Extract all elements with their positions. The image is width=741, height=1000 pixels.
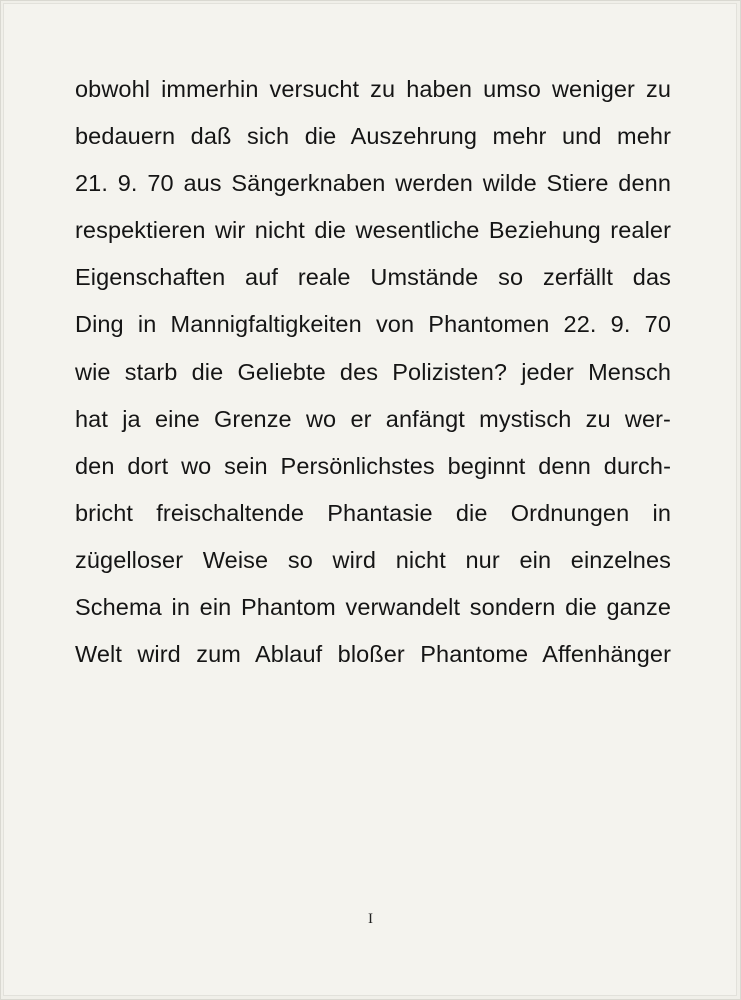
text-line: wie starb die Geliebte des Polizisten? jeder Mensch <box>75 358 671 385</box>
text-line: Ding in Mannigfaltigkeiten von Phantomen 22. 9. 70 <box>75 311 671 338</box>
text-line: hat ja eine Grenze wo er anfängt mystisch zu wer- <box>75 405 671 432</box>
text-line: bedauern daß sich die Auszehrung mehr und mehr <box>75 123 671 150</box>
text-line: Welt wird zum Ablauf bloßer Phantome Affenhänger <box>75 641 671 668</box>
text-line: Eigenschaften auf reale Umstände so zerfällt das <box>75 264 671 291</box>
text-line: respektieren wir nicht die wesentliche Beziehung realer <box>75 217 671 244</box>
page-number: I <box>368 911 373 927</box>
text-line: den dort wo sein Persönlichstes beginnt denn durch- <box>75 452 671 479</box>
text-line: 21. 9. 70 aus Sängerknaben werden wilde Stiere denn <box>75 170 671 197</box>
text-line: zügelloser Weise so wird nicht nur ein einzelnes <box>75 546 671 573</box>
text-line: obwohl immerhin versucht zu haben umso weniger zu <box>75 76 671 102</box>
text-line: bricht freischaltende Phantasie die Ordnungen in <box>75 499 671 526</box>
text-line: Schema in ein Phantom verwandelt sondern die ganze <box>75 594 671 621</box>
body-text <box>75 66 671 678</box>
